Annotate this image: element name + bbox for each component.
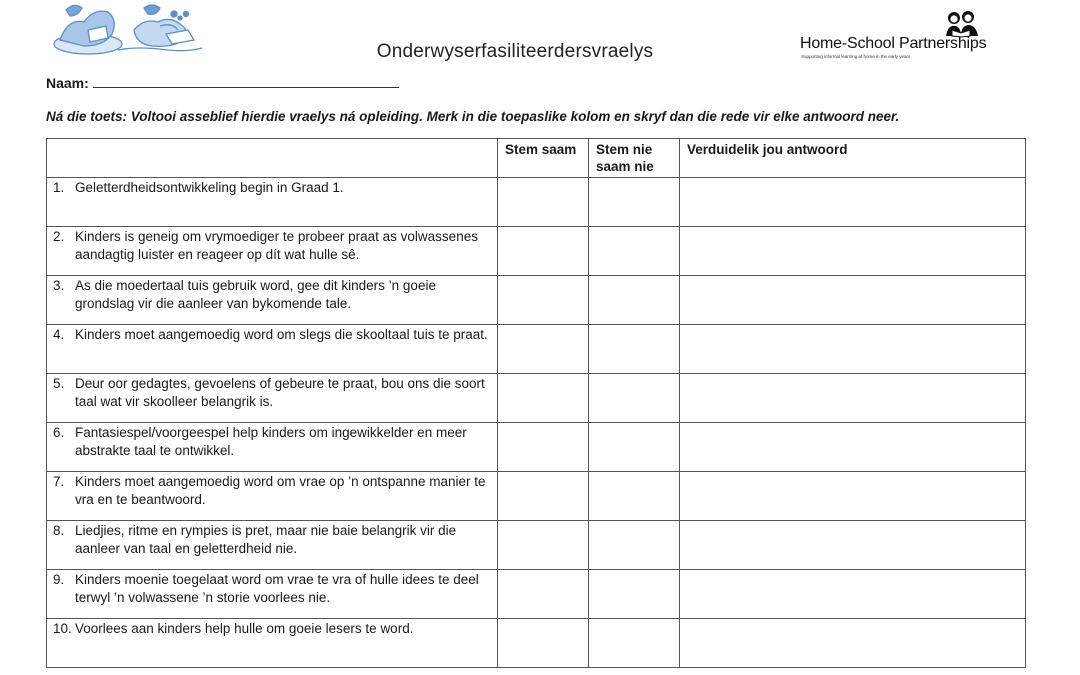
disagree-cell[interactable]: [589, 276, 680, 325]
table-row: [47, 619, 1026, 668]
statement-number: 7.: [53, 474, 65, 489]
agree-cell[interactable]: [498, 227, 589, 276]
statement-cell: [47, 521, 498, 570]
statement-cell: [47, 178, 498, 227]
statement-cell: [47, 472, 498, 521]
name-field-row: [46, 74, 399, 91]
statement-text: Kinders is geneig om vrymoediger te probeer praat as volwassenes aandagtig luister en reageer op dít wat hulle sê.: [75, 229, 478, 262]
table-row: [47, 276, 1026, 325]
explain-answer-cell[interactable]: [680, 178, 1026, 227]
statement-number: 4.: [53, 327, 65, 342]
explain-answer-cell[interactable]: [680, 276, 1026, 325]
table-row: [47, 227, 1026, 276]
table-row: [47, 374, 1026, 423]
statement-cell: [47, 325, 498, 374]
explain-answer-cell[interactable]: [680, 570, 1026, 619]
explain-answer-cell[interactable]: [680, 325, 1026, 374]
name-label: Naam:: [46, 75, 89, 91]
agree-cell[interactable]: [498, 423, 589, 472]
statement-cell: [47, 619, 498, 668]
table-row: [47, 472, 1026, 521]
statement-column-header: [47, 139, 498, 178]
statement-text: Kinders moet aangemoedig word om vrae op ’n ontspanne manier te vra en te beantwoord.: [75, 474, 486, 507]
agree-cell[interactable]: [498, 570, 589, 619]
statement-number: 1.: [53, 180, 65, 195]
explain-answer-cell[interactable]: [680, 374, 1026, 423]
statement-cell: [47, 227, 498, 276]
statement-text: As die moedertaal tuis gebruik word, gee dit kinders ’n goeie grondslag vir die aanleer van bykomende tale.: [75, 278, 436, 311]
statement-text: Geletterdheidsontwikkeling begin in Graad 1.: [75, 180, 344, 195]
table-header-row: [47, 139, 1026, 178]
disagree-cell[interactable]: [589, 521, 680, 570]
explain-column-header: Verduidelik jou antwoord: [680, 139, 1026, 178]
statement-text: Deur oor gedagtes, gevoelens of gebeure te praat, bou ons die soort taal wat vir skoolleer belangrik is.: [75, 376, 485, 409]
agree-cell[interactable]: [498, 619, 589, 668]
two-children-reading-icon: [944, 10, 980, 38]
statement-number: 9.: [53, 572, 65, 587]
disagree-cell[interactable]: [589, 325, 680, 374]
statement-text: Liedjies, ritme en rympies is pret, maar nie baie belangrik vir die aanleer van taal en geletterdheid nie.: [75, 523, 457, 556]
name-field[interactable]: [93, 74, 399, 88]
statement-number: 2.: [53, 229, 65, 244]
statement-number: 10.: [53, 621, 72, 636]
statement-cell: [47, 423, 498, 472]
statement-cell: [47, 276, 498, 325]
statement-number: 3.: [53, 278, 65, 293]
statement-text: Fantasiespel/voorgeespel help kinders om ingewikkelder en meer abstrakte taal te ontwikkel.: [75, 425, 467, 458]
explain-answer-cell[interactable]: [680, 472, 1026, 521]
statement-text: Kinders moet aangemoedig word om slegs die skooltaal tuis te praat.: [75, 327, 488, 342]
table-row: [47, 178, 1026, 227]
table-row: [47, 423, 1026, 472]
statement-number: 8.: [53, 523, 65, 538]
logo-tagline: Supporting informal learning at home in the early years: [801, 54, 911, 59]
explain-answer-cell[interactable]: [680, 423, 1026, 472]
document-title: Onderwyserfasiliteerdersvraelys: [376, 41, 654, 62]
agree-cell[interactable]: [498, 374, 589, 423]
explain-answer-cell[interactable]: [680, 619, 1026, 668]
statement-cell: [47, 570, 498, 619]
table-row: [47, 570, 1026, 619]
disagree-cell[interactable]: [589, 423, 680, 472]
agree-cell[interactable]: [498, 178, 589, 227]
agree-cell[interactable]: [498, 276, 589, 325]
agree-cell[interactable]: [498, 472, 589, 521]
statement-number: 5.: [53, 376, 65, 391]
disagree-cell[interactable]: [589, 178, 680, 227]
statement-text: Kinders moenie toegelaat word om vrae te vra of hulle idees te deel terwyl ’n volwassene ’n storie voorlees nie.: [75, 572, 479, 605]
agree-cell[interactable]: [498, 325, 589, 374]
disagree-cell[interactable]: [589, 619, 680, 668]
agree-column-header: Stem saam: [498, 139, 589, 178]
questionnaire-table: [46, 138, 1026, 668]
table-row: [47, 521, 1026, 570]
logo-name: Home-School Partnerships: [800, 35, 987, 52]
home-school-partnerships-logo: [800, 10, 1030, 62]
statement-cell: [47, 374, 498, 423]
statement-text: Voorlees aan kinders help hulle om goeie lesers te word.: [75, 621, 414, 636]
table-row: [47, 325, 1026, 374]
disagree-column-header: Stem nie saam nie: [589, 139, 680, 178]
explain-answer-cell[interactable]: [680, 227, 1026, 276]
disagree-cell[interactable]: [589, 570, 680, 619]
instructions: Ná die toets: Voltooi asseblief hierdie vraelys ná opleiding. Merk in die toepaslike kolom en skryf dan die rede vir elke antwoord neer.: [46, 109, 900, 124]
disagree-cell[interactable]: [589, 227, 680, 276]
explain-answer-cell[interactable]: [680, 521, 1026, 570]
agree-cell[interactable]: [498, 521, 589, 570]
disagree-cell[interactable]: [589, 374, 680, 423]
statement-number: 6.: [53, 425, 65, 440]
disagree-cell[interactable]: [589, 472, 680, 521]
